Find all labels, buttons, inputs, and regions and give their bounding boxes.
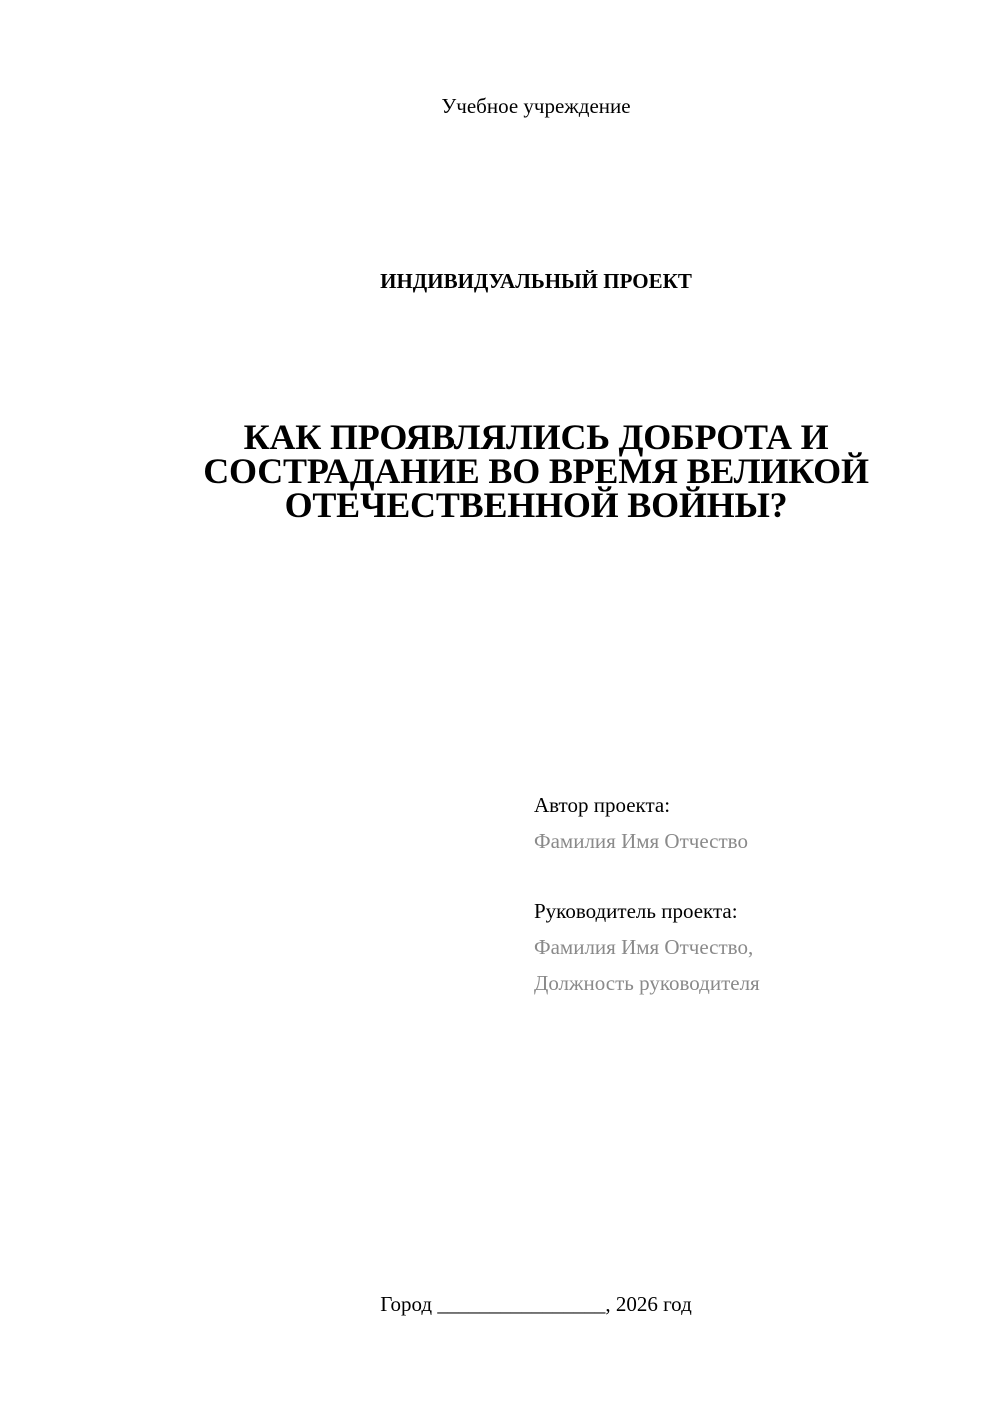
institution-name: Учебное учреждение <box>441 94 631 118</box>
author-name-placeholder: Фамилия Имя Отчество <box>534 829 748 853</box>
project-title-line: СОСТРАДАНИЕ ВО ВРЕМЯ ВЕЛИКОЙ <box>203 451 869 491</box>
project-title-line: КАК ПРОЯВЛЯЛИСЬ ДОБРОТА И <box>243 417 829 457</box>
author-block <box>534 787 974 859</box>
supervisor-label: Руководитель проекта: <box>534 899 738 923</box>
supervisor-block <box>534 893 974 1001</box>
supervisor-name-placeholder: Фамилия Имя Отчество, <box>534 935 754 959</box>
supervisor-position-placeholder: Должность руководителя <box>534 971 760 995</box>
project-type-heading: ИНДИВИДУАЛЬНЫЙ ПРОЕКТ <box>380 269 692 293</box>
city-year-line: Город ________________, 2026 год <box>380 1292 692 1316</box>
author-label: Автор проекта: <box>534 793 671 817</box>
project-title <box>160 417 912 525</box>
project-title-line: ОТЕЧЕСТВЕННОЙ ВОЙНЫ? <box>284 485 788 525</box>
